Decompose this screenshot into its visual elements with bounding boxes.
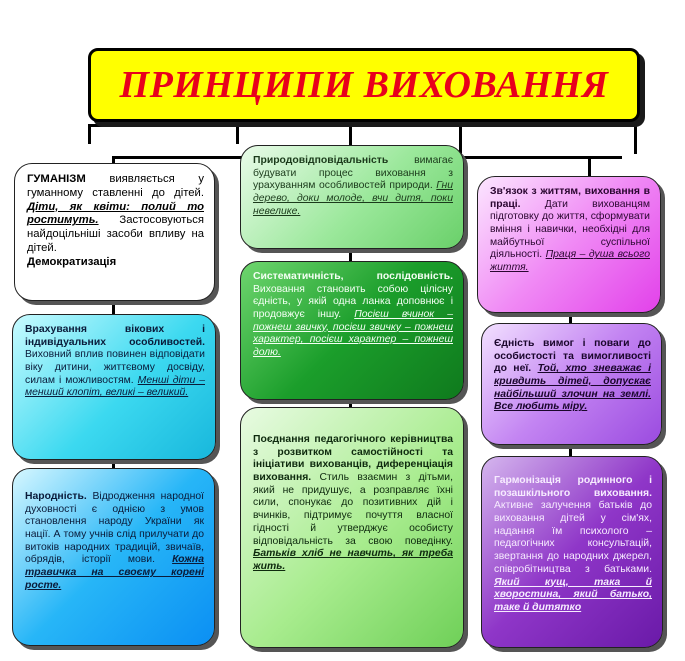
title-text: ПРИНЦИПИ ВИХОВАННЯ (119, 64, 609, 106)
principle-harmony (481, 456, 663, 648)
principle-age (12, 314, 216, 460)
principle-nature (240, 145, 464, 249)
principle-proverb: Який кущ, така й хворостина, який батько, таке й дитятко (494, 576, 652, 613)
principle-heading: ГУМАНІЗМ (27, 173, 86, 185)
principle-proverb: Гни дерево, доки молоде, вчи дитя, поки невелике. (253, 180, 453, 217)
principle-proverb: Праця – душа всього життя. (490, 249, 650, 274)
principle-proverb: Менші діти – менший клопіт, великі – великий. (25, 374, 205, 399)
principle-heading: Природовідповідальність (253, 155, 389, 166)
principle-heading: Народність. (25, 491, 87, 502)
principle-text: виявляється у гуманному ставленні до дітей. (27, 173, 204, 199)
connector-line (634, 124, 637, 154)
connector-line (236, 124, 239, 144)
principle-proverb: Той, хто зневажає і кривдить дітей, допускає найбільший злочин на землі. Все любить міру. (494, 363, 651, 413)
principle-text: Виховання становить собою цілісну єдність, у якій одна ланка доповнює і продовжує іншу. (253, 283, 453, 321)
principle-heading: Систематичність, послідовність. (253, 271, 453, 282)
principle-heading: Єдність вимог і поваги до особистості та вимогливості до неї. (494, 338, 651, 375)
principle-heading: Зв'язок з життям, виховання в праці. (490, 186, 650, 210)
principle-system (240, 261, 464, 400)
principle-unity (481, 323, 662, 445)
principle-nationality (12, 468, 215, 646)
principle-proverb: Діти, як квіти: полий то ростимуть. (27, 200, 204, 227)
connector-line (88, 124, 91, 144)
connector-line (88, 124, 635, 127)
principle-text: Виховний вплив повинен відповідати віку дитини, життєвому досвіду, силам і можливостям. (25, 349, 205, 386)
page-title (88, 48, 640, 122)
principle-proverb: Кожна травичка на своєму корені росте. (25, 554, 204, 591)
principle-proverb: Посієш вчинок – пожнеш звичку, посієш звичку – пожнеш характер, посієш характер – пожнеш долю. (253, 309, 453, 359)
connector-line (588, 156, 591, 178)
principle-text: Застосовуються найдоцільніші засоби впливу на дітей. (27, 214, 204, 254)
principle-heading: Демократизація (27, 255, 117, 268)
principle-text: вимагає будувати процес виховання з урахуванням особливостей природи. (253, 155, 453, 192)
principle-text: Відродження народної духовності є однією з умов становлення народу України як нації. А тому учнів слід прилучати до витоків народних традицій, звичаїв, обрядів, історії мови. (25, 491, 204, 566)
principle-text: Дати вихованцям підготовку до життя, сформувати вміння і навички, необхідні для майбутньої суспільної діяльності. (490, 198, 650, 261)
principle-heading: Гармонізація родинного і позашкільного виховання. (494, 475, 652, 499)
principle-humanism (14, 163, 215, 301)
principle-heading: Врахування вікових і індивідуальних особливостей. (25, 324, 205, 348)
principle-life (477, 176, 661, 313)
connector-line (112, 300, 115, 315)
principle-text: Активне залучення батьків до виховання дітей у сім'ях, надання їм психолого – педагогічних консультацій, звертання до народних джерел, співробітництва з батьками. (494, 500, 652, 575)
principle-combination (240, 407, 464, 648)
principle-text: Стиль взаємин з дітьми, який не придушує, а розправляє їхні сили, спонукає до позитивних дій і вчинків, підтримує почуття власної гідності й утверджує особисту відповідальність за свою поведінку. (253, 472, 453, 547)
principle-heading: Поєднання педагогічного керівництва з розвитком самостійності та ініціативи вихованців, диференціація виховання. (253, 434, 453, 484)
connector-line (349, 248, 352, 262)
principle-proverb: Батьків хліб не навчить, як треба жить. (253, 548, 453, 572)
